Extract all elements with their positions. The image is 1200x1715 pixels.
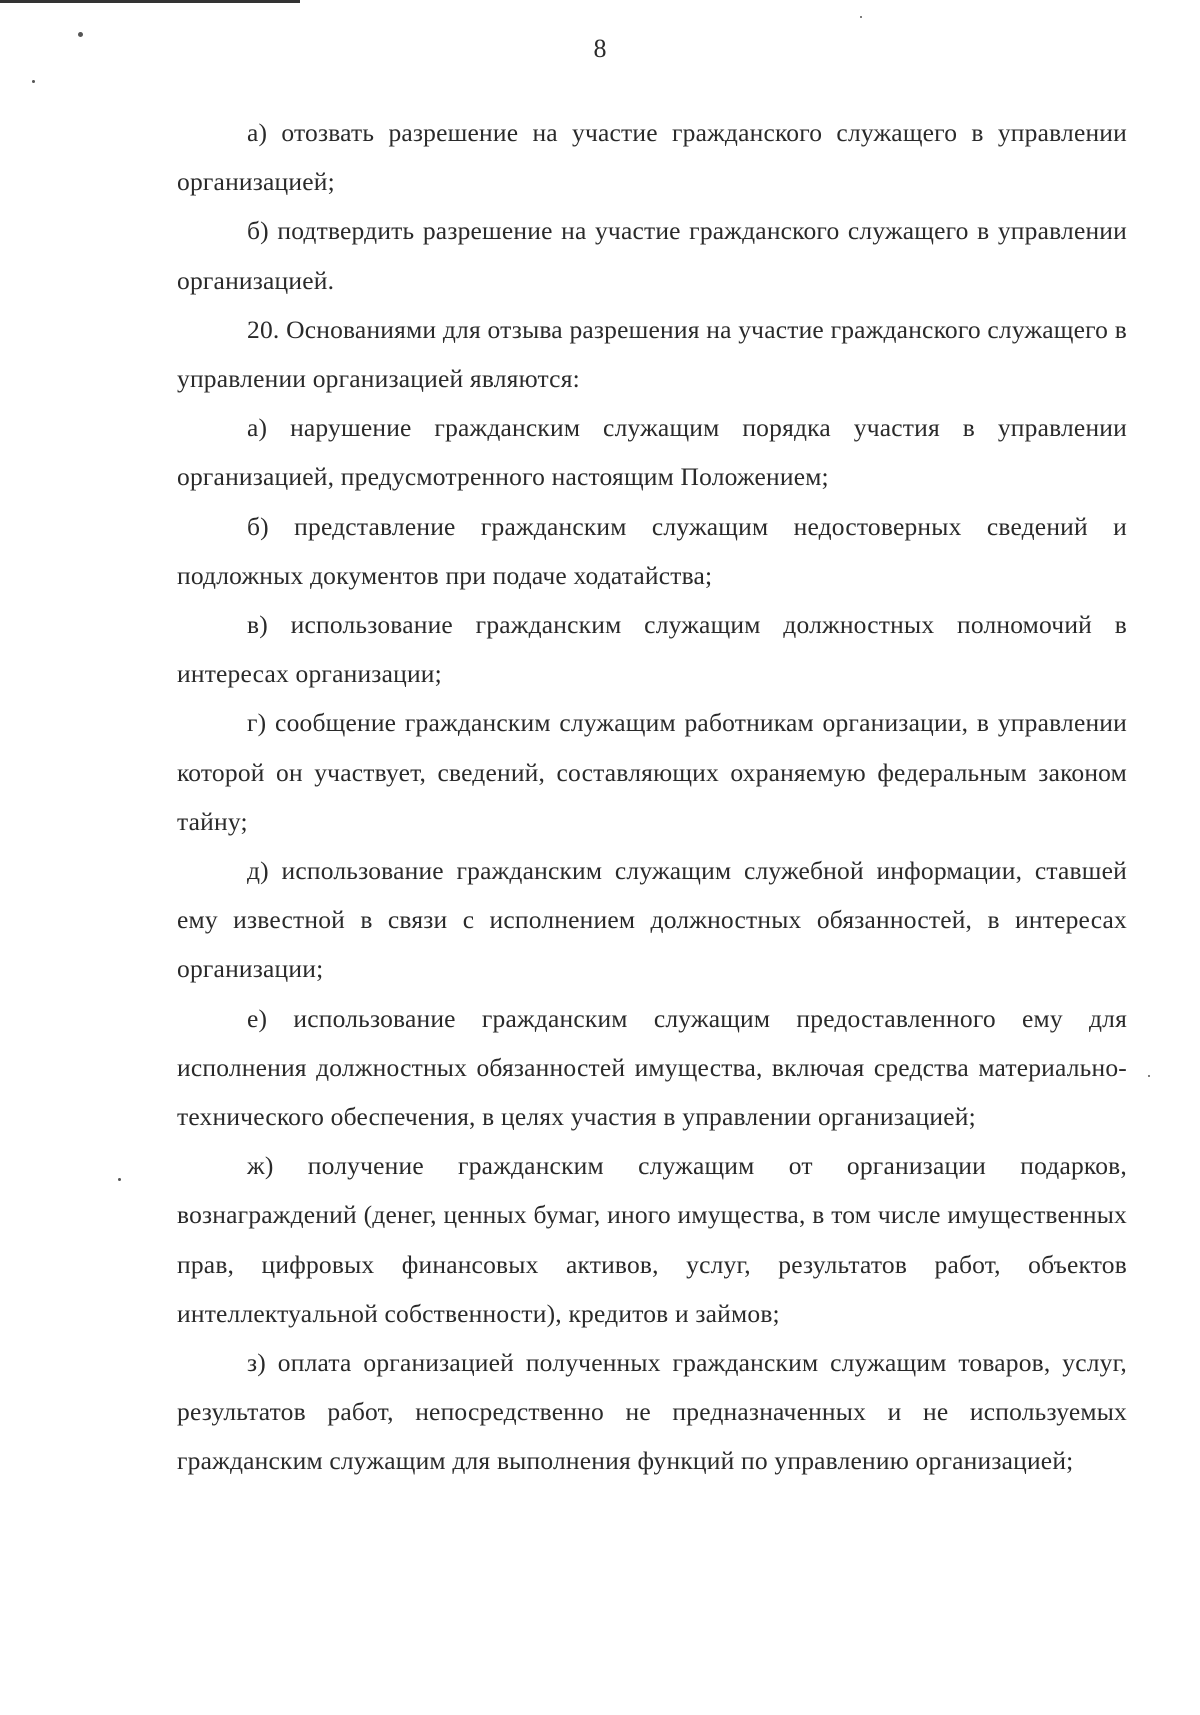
paragraph-b-confirm: б) подтвердить разрешение на участие гражданского служащего в управлении организацией. [177,216,1127,295]
list-item-a: а) нарушение гражданским служащим порядка участия в управлении организацией, предусмотренного настоящим Положением; [177,413,1127,492]
list-item-b: б) представление гражданским служащим недостоверных сведений и подложных документов при подаче ходатайства; [177,511,1127,590]
document-body [177,108,1127,1486]
list-item-g: г) сообщение гражданским служащим работникам организации, в управлении которой он участвует, сведений, составляющих охраняемую федеральным законом тайну; [177,708,1127,836]
scan-speck [860,16,862,18]
list-item-z: з) оплата организацией полученных гражданским служащим товаров, услуг, результатов работ, непосредственно не предназначенных и не используемых гражданским служащим для выполнения функций по управлению организацией; [177,1348,1127,1476]
scan-edge-mark [0,0,300,3]
list-item-v: в) использование гражданским служащим должностных полномочий в интересах организации; [177,610,1127,689]
list-item-zh: ж) получение гражданским служащим от организации подарков, вознаграждений (денег, ценных бумаг, иного имущества, в том числе имущественных прав, цифровых финансовых активов, услуг, результатов работ, объектов интеллектуальной собственности), кредитов и займов; [177,1151,1127,1328]
list-item-d: д) использование гражданским служащим служебной информации, ставшей ему известной в связи с исполнением должностных обязанностей, в интересах организации; [177,856,1127,984]
paragraph-a-revoke: а) отозвать разрешение на участие гражданского служащего в управлении организацией; [177,118,1127,197]
scan-speck [32,80,35,83]
paragraph-20-grounds: 20. Основаниями для отзыва разрешения на участие гражданского служащего в управлении организацией являются: [177,314,1127,394]
page-number: 8 [593,34,607,63]
list-item-e: е) использование гражданским служащим предоставленного ему для исполнения должностных обязанностей имущества, включая средства материально-технического обеспечения, в целях участия в управлении организацией; [177,1003,1127,1132]
scan-speck [1148,1075,1150,1077]
scan-speck [118,1178,121,1181]
